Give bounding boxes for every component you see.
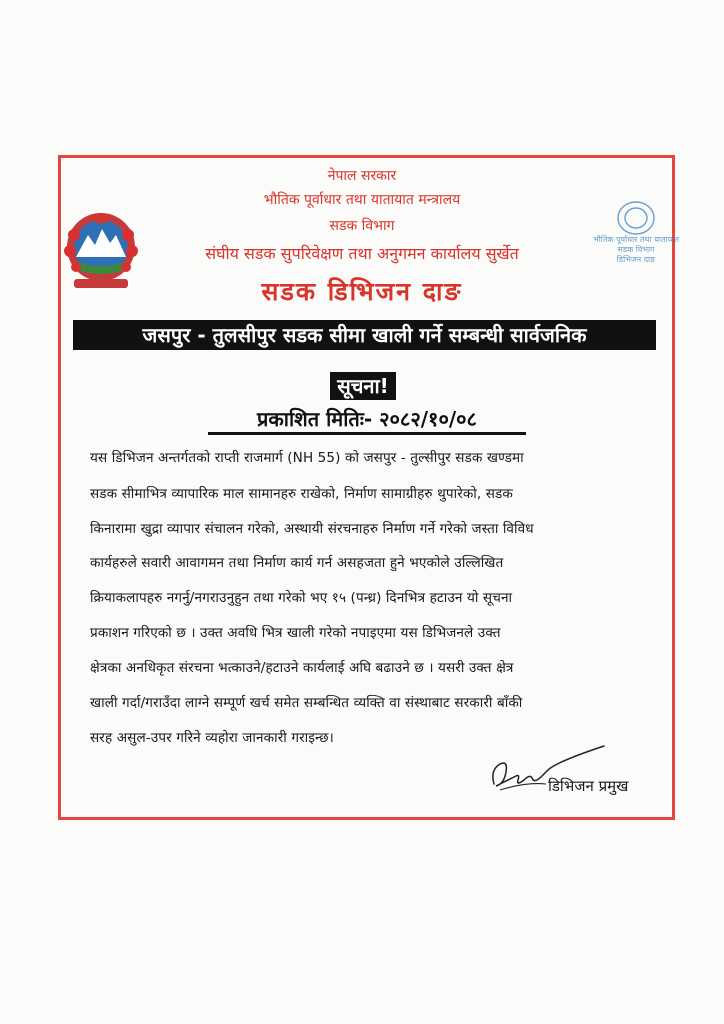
body-line-5: क्रियाकलापहरु नगर्नु/नगराउनुहुन तथा गरेको भए १५ (पन्ध्र) दिनभित्र हटाउन यो सूचना bbox=[90, 590, 513, 606]
body-line-4: कार्यहरुले सवारी आवागमन तथा निर्माण कार्य गर्न असहजता हुने भएकोले उल्लिखित bbox=[90, 555, 504, 571]
publish-date: प्रकाशित मितिः- २०८२/१०/०८ bbox=[208, 406, 526, 435]
header-ministry: भौतिक पूर्वाधार तथा यातायात मन्त्रालय bbox=[263, 192, 461, 208]
header-department: सडक विभाग bbox=[329, 218, 395, 234]
stamp-line3: डिभिजन दाङ bbox=[616, 255, 656, 264]
body-line-7: क्षेत्रका अनधिकृत संरचना भत्काउने/हटाउने कार्यलाई अघि बढाउने छ । यसरी उक्त क्षेत्र bbox=[90, 660, 514, 676]
body-line-1: यस डिभिजन अन्तर्गतको राप्ती राजमार्ग (NH 55) को जसपुर - तुल्सीपुर सडक खण्डमा bbox=[90, 450, 524, 466]
notice-title: जसपुर - तुलसीपुर सडक सीमा खाली गर्ने सम्बन्धी सार्वजनिक bbox=[73, 320, 656, 350]
body-line-6: प्रकाशन गरिएको छ । उक्त अवधि भित्र खाली गरेको नपाइएमा यस डिभिजनले उक्त bbox=[90, 625, 501, 641]
header-office: संघीय सडक सुपरिवेक्षण तथा अनुगमन कार्यालय सुर्खेत bbox=[205, 244, 519, 263]
stamp-line2: सडक विभाग bbox=[617, 245, 655, 254]
body-line-3: किनारामा खुद्रा व्यापार संचालन गरेको, अस्थायी संरचनाहरु निर्माण गर्ने गरेको जस्ता विविध bbox=[90, 521, 534, 537]
body-line-8: खाली गर्दा/गराउँदा लाग्ने सम्पूर्ण खर्च समेत सम्बन्धित व्यक्ति वा संस्थाबाट सरकारी बाँकी bbox=[90, 695, 523, 711]
body-line-2: सडक सीमाभित्र व्यापारिक माल सामानहरु राखेको, निर्माण सामाग्रीहरु थुपारेको, सडक bbox=[90, 486, 513, 502]
header-division: सडक डिभिजन दाङ bbox=[261, 277, 463, 306]
stamp-line1: भौतिक पूर्वाधार तथा यातायात bbox=[593, 235, 679, 244]
header-government: नेपाल सरकार bbox=[327, 168, 397, 184]
notice-title-cont: सूचना! bbox=[330, 372, 396, 400]
body-line-9: सरह असुल-उपर गरिने व्यहोरा जानकारी गराइन्छ। bbox=[90, 730, 334, 746]
signatory-title: डिभिजन प्रमुख bbox=[548, 777, 629, 795]
